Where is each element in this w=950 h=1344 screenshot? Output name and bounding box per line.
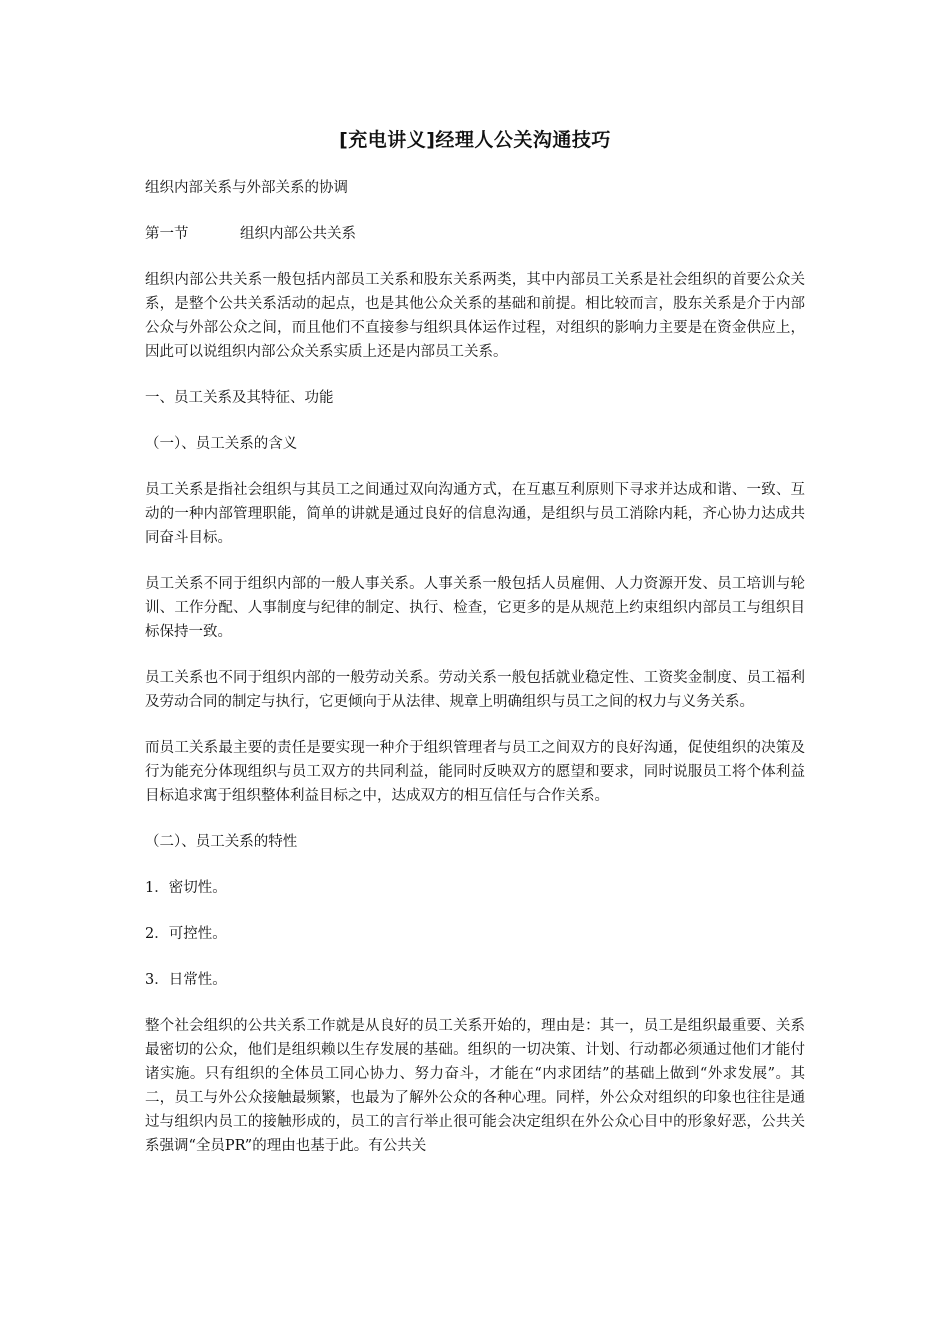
heading-employee-relations: 一、员工关系及其特征、功能	[145, 390, 334, 406]
heading-meaning: （一）、员工关系的含义	[145, 436, 298, 452]
heading-characteristics: （二）、员工关系的特性	[145, 834, 298, 850]
subtitle: 组织内部关系与外部关系的协调	[145, 180, 348, 196]
paragraph-intro: 组织内部公共关系一般包括内部员工关系和股东关系两类，其中内部员工关系是社会组织的首要公众关系，是整个公共关系活动的起点，也是其他公众关系的基础和前提。相比较而言，股东关系是介于内部公众与外部公众之间，而且他们不直接参与组织具体运作过程，对组织的影响力主要是在资金供应上，因此可以说组织内部公众关系实质上还是内部员工关系。	[145, 272, 805, 360]
paragraph-labor: 员工关系也不同于组织内部的一般劳动关系。劳动关系一般包括就业稳定性、工资奖金制度、员工福利及劳动合同的制定与执行，它更倾向于从法律、规章上明确组织与员工之间的权力与义务关系。	[145, 670, 805, 710]
list-item-3: 3．日常性。	[145, 972, 227, 988]
paragraph-meaning: 员工关系是指社会组织与其员工之间通过双向沟通方式，在互惠互利原则下寻求并达成和谐、一致、互动的一种内部管理职能，简单的讲就是通过良好的信息沟通，是组织与员工消除内耗，齐心协力达成共同奋斗目标。	[145, 482, 805, 546]
paragraph-responsibility: 而员工关系最主要的责任是要实现一种介于组织管理者与员工之间双方的良好沟通，促使组织的决策及行为能充分体现组织与员工双方的共同利益，能同时反映双方的愿望和要求，同时说服员工将个体利益目标追求寓于组织整体利益目标之中，达成双方的相互信任与合作关系。	[145, 740, 805, 804]
section-heading	[145, 222, 805, 246]
section-number: 第一节	[145, 226, 189, 242]
list-item-1: 1．密切性。	[145, 880, 227, 896]
list-item-2: 2．可控性。	[145, 926, 227, 942]
paragraph-last: 整个社会组织的公共关系工作就是从良好的员工关系开始的，理由是：其一，员工是组织最重要、关系最密切的公众，他们是组织赖以生存发展的基础。组织的一切决策、计划、行动都必须通过他们才能付诸实施。只有组织的全体员工同心协力、努力奋斗，才能在“内求团结”的基础上做到“外求发展”。其二，员工与外公众接触最频繁，也最为了解外公众的各种心理。同样，外公众对组织的印象也往往是通过与组织内员工的接触形成的，员工的言行举止很可能会决定组织在外公众心目中的形象好恶，公共关系强调“全员PR”的理由也基于此。有公共关	[145, 1018, 805, 1154]
document-title: [充电讲义]经理人公关沟通技巧	[339, 129, 611, 151]
document-body	[145, 176, 805, 1180]
section-title: 组织内部公共关系	[240, 226, 356, 242]
paragraph-personnel: 员工关系不同于组织内部的一般人事关系。人事关系一般包括人员雇佣、人力资源开发、员工培训与轮训、工作分配、人事制度与纪律的制定、执行、检查，它更多的是从规范上约束组织内部员工与组织目标保持一致。	[145, 576, 805, 640]
